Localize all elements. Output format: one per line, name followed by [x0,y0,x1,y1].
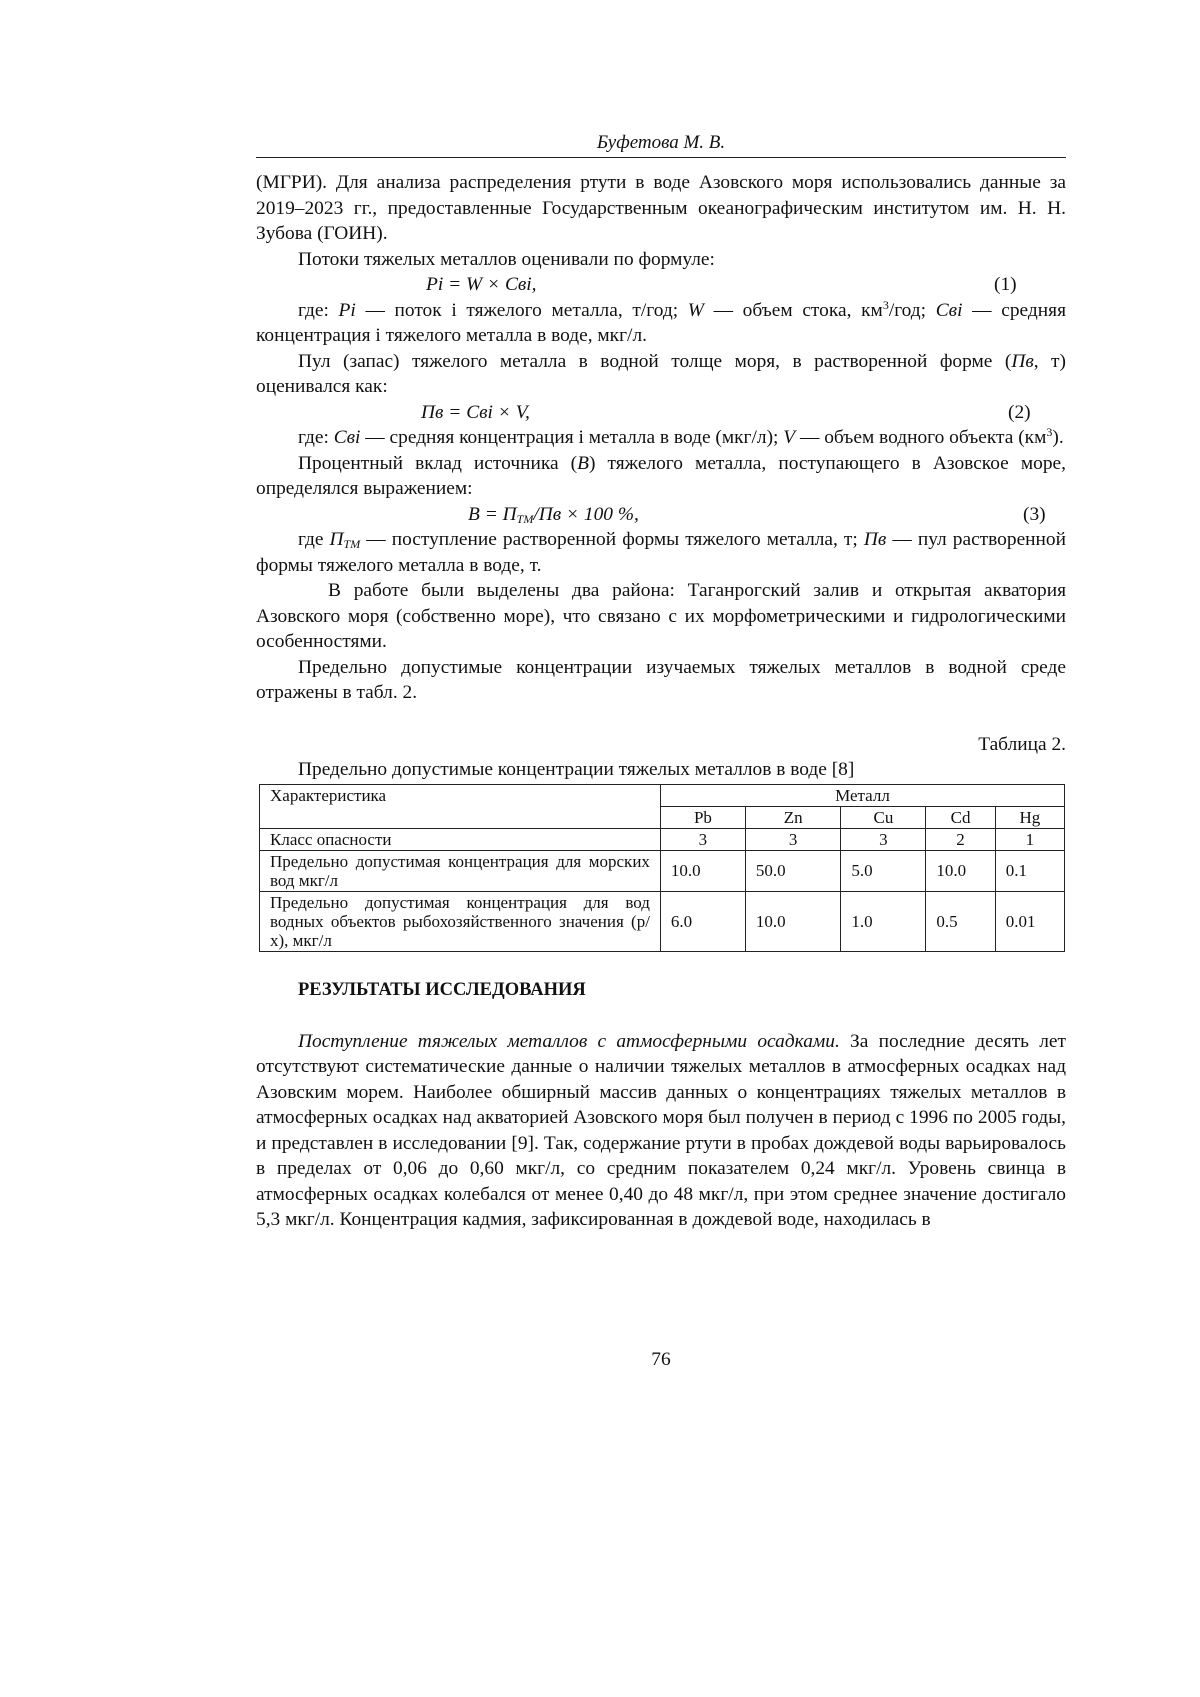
header-characteristic: Характеристика [260,784,661,828]
formula-expression: Pi = W × Cвi, [426,272,537,298]
table-cell: 10.0 [660,850,745,891]
table-title: Предельно допустимые концентрации тяжелых металлов в воде [8] [256,757,1066,783]
paragraph: Процентный вклад источника (B) тяжелого металла, поступающего в Азовское море, определялся выражением: [256,451,1066,502]
table-cell: 0.5 [926,891,995,951]
table-cell: 6.0 [660,891,745,951]
table-row [260,850,1065,891]
formula-expression: Пв = Cвi × V, [421,400,530,426]
metal-header: Hg [995,806,1064,828]
running-header: Буфетова М. В. [256,132,1066,154]
table-cell: 3 [745,828,841,850]
row-label: Класс опасности [260,828,661,850]
formula-2 [256,400,1066,426]
row-label: Предельно допустимая концентрация для морских вод мкг/л [260,850,661,891]
table-cell: 2 [926,828,995,850]
paragraph: Поступление тяжелых металлов с атмосферными осадками. За последние десять лет отсутствуют систематические данные о наличии тяжелых металлов в атмосферных осадках над Азовским морем. Наиболее обширный массив данных о концентрациях тяжелых металлов в атмосферных осадках над акваторией Азовского моря был получен в период с 1996 по 2005 годы, и представлен в исследовании [9]. Так, содержание ртути в пробах дождевой воды варьировалось в пределах от 0,06 до 0,60 мкг/л, со средним показателем 0,24 мкг/л. Уровень свинца в атмосферных осадках колебался от менее 0,40 до 48 мкг/л, при этом среднее значение достигало 5,3 мкг/л. Концентрация кадмия, зафиксированная в дождевой воде, находилась в [256,1029,1066,1233]
table-cell: 10.0 [926,850,995,891]
formula-number: (3) [1023,502,1046,528]
paragraph: Пул (запас) тяжелого металла в водной толще моря, в растворенной форме (Пв, т) оценивался как: [256,349,1066,400]
paragraph: Потоки тяжелых металлов оценивали по формуле: [256,247,1066,273]
table-row [260,891,1065,951]
table-cell: 3 [841,828,926,850]
table-cell: 3 [660,828,745,850]
table-cell: 0.1 [995,850,1064,891]
page-number: 76 [256,1349,1066,1371]
formula-3 [256,502,1066,528]
paragraph: Предельно допустимые концентрации изучаемых тяжелых металлов в водной среде отражены в табл. 2. [256,655,1066,706]
spacer [256,1003,1066,1029]
table-cell: 5.0 [841,850,926,891]
table-cell: 1.0 [841,891,926,951]
table-cell: 1 [995,828,1064,850]
paragraph: где: Pi — поток i тяжелого металла, т/год; W — объем стока, км3/год; Cвi — средняя концентрация i тяжелого металла в воде, мкг/л. [256,298,1066,349]
table-label: Таблица 2. [256,732,1066,758]
metal-header: Zn [745,806,841,828]
formula-number: (2) [1008,400,1031,426]
paragraph: где: Cвi — средняя концентрация i металла в воде (мкг/л); V — объем водного объекта (км3). [256,425,1066,451]
page-content [256,170,1066,1233]
metal-header: Pb [660,806,745,828]
table-cell: 10.0 [745,891,841,951]
paragraph: где ПТМ — поступление растворенной формы тяжелого металла, т; Пв — пул растворенной формы тяжелого металла в воде, т. [256,527,1066,578]
table-cell: 0.01 [995,891,1064,951]
formula-expression: B = ПТМ/Пв × 100 %, [468,502,639,528]
table-header-row [260,784,1065,806]
header-rule [256,157,1066,158]
table-row [260,828,1065,850]
metal-header: Cu [841,806,926,828]
table-cell: 50.0 [745,850,841,891]
section-title: РЕЗУЛЬТАТЫ ИССЛЕДОВАНИЯ [298,978,1066,1003]
paragraph: В работе были выделены два района: Таганрогский залив и открытая акватория Азовского моря (собственно море), что связано с их морфометрическими и гидрологическими особенностями. [256,578,1066,655]
paragraph: (МГРИ). Для анализа распределения ртути в воде Азовского моря использовались данные за 2019–2023 гг., предоставленные Государственным океанографическим институтом им. Н. Н. Зубова (ГОИН). [256,170,1066,247]
formula-number: (1) [994,272,1017,298]
formula-1 [256,272,1066,298]
metal-header: Cd [926,806,995,828]
mpc-table [259,784,1065,952]
header-metal: Металл [660,784,1064,806]
row-label: Предельно допустимая концентрация для вод водных объектов рыбохозяйственного значения (р/х), мкг/л [260,891,661,951]
document-page [0,0,1200,1697]
